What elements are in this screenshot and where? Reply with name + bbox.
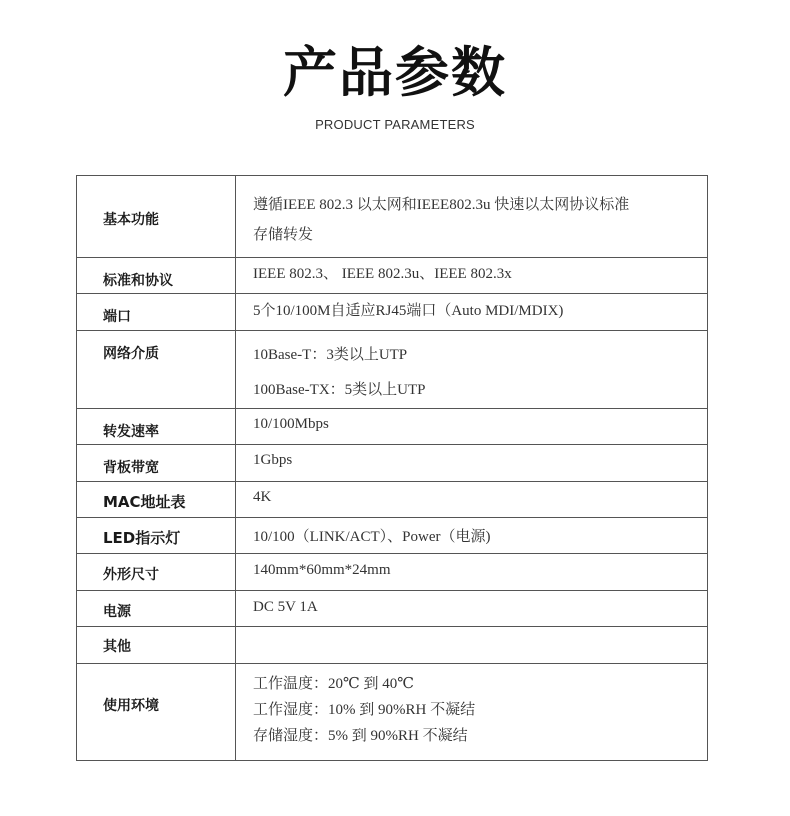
row-label-cell [77, 664, 236, 761]
row-label: 基本功能 [103, 212, 159, 228]
row-label: 网络介质 [103, 346, 159, 362]
row-label: 标准和协议 [103, 273, 173, 289]
row-value-cell [236, 627, 708, 664]
table-row [77, 331, 708, 409]
row-label: 转发速率 [103, 424, 159, 440]
page-subtitle: PRODUCT PARAMETERS [315, 117, 475, 132]
row-value-cell [236, 518, 708, 554]
row-value-cell [236, 409, 708, 445]
row-value-cell [236, 331, 708, 409]
row-label-cell [77, 176, 236, 258]
row-label: LED指示灯 [103, 529, 181, 547]
table-row [77, 554, 708, 591]
table-row [77, 627, 708, 664]
row-label-cell [77, 554, 236, 591]
row-value-line: 4K [253, 489, 272, 505]
row-label-cell [77, 331, 236, 409]
table-row [77, 591, 708, 627]
row-value-line: 存储转发 [253, 227, 314, 243]
row-label-cell [77, 409, 236, 445]
row-value-line: 存储湿度：5% 到 90%RH 不凝结 [253, 728, 468, 744]
table-row [77, 294, 708, 331]
row-value-line: 1Gbps [253, 452, 293, 468]
row-value-line: 遵循IEEE 802.3 以太网和IEEE802.3u 快速以太网协议标准 [253, 197, 630, 213]
spec-table [76, 175, 708, 761]
row-value-line: DC 5V 1A [253, 599, 318, 615]
row-label: 使用环境 [103, 698, 159, 714]
row-value-line: IEEE 802.3、 IEEE 802.3u、IEEE 802.3x [253, 266, 512, 282]
table-row [77, 664, 708, 761]
row-label: 电源 [103, 604, 131, 620]
row-label-cell [77, 258, 236, 294]
row-label: 背板带宽 [103, 460, 159, 476]
row-label-cell [77, 482, 236, 518]
row-value-line: 140mm*60mm*24mm [253, 562, 391, 578]
row-value-cell [236, 445, 708, 482]
row-value-cell [236, 258, 708, 294]
row-value-line: 10Base-T：3类以上UTP [253, 347, 408, 363]
page-title: 产品参数 [283, 41, 507, 104]
table-row [77, 518, 708, 554]
row-value-line: 工作湿度：10% 到 90%RH 不凝结 [253, 702, 476, 718]
row-label-cell [77, 518, 236, 554]
table-row [77, 176, 708, 258]
row-value-line: 工作温度：20℃ 到 40℃ [253, 676, 415, 692]
row-label-cell [77, 445, 236, 482]
row-value-cell [236, 482, 708, 518]
row-label: 端口 [103, 309, 131, 325]
row-value-line: 10/100Mbps [253, 416, 329, 432]
row-label-cell [77, 294, 236, 331]
row-label-cell [77, 627, 236, 664]
row-value-cell [236, 591, 708, 627]
row-value-cell [236, 294, 708, 331]
table-row [77, 258, 708, 294]
row-value-cell [236, 664, 708, 761]
table-row [77, 445, 708, 482]
row-label-cell [77, 591, 236, 627]
row-value-cell [236, 554, 708, 591]
table-row [77, 482, 708, 518]
row-label: MAC地址表 [103, 493, 186, 511]
row-label: 其他 [103, 639, 131, 655]
row-value-line: 100Base-TX：5类以上UTP [253, 382, 426, 398]
table-row [77, 409, 708, 445]
row-value-line: 5个10/100M自适应RJ45端口（Auto MDI/MDIX) [253, 303, 564, 319]
row-value-cell [236, 176, 708, 258]
row-value-line: 10/100（LINK/ACT）、Power（电源) [253, 529, 491, 545]
row-label: 外形尺寸 [103, 567, 159, 583]
